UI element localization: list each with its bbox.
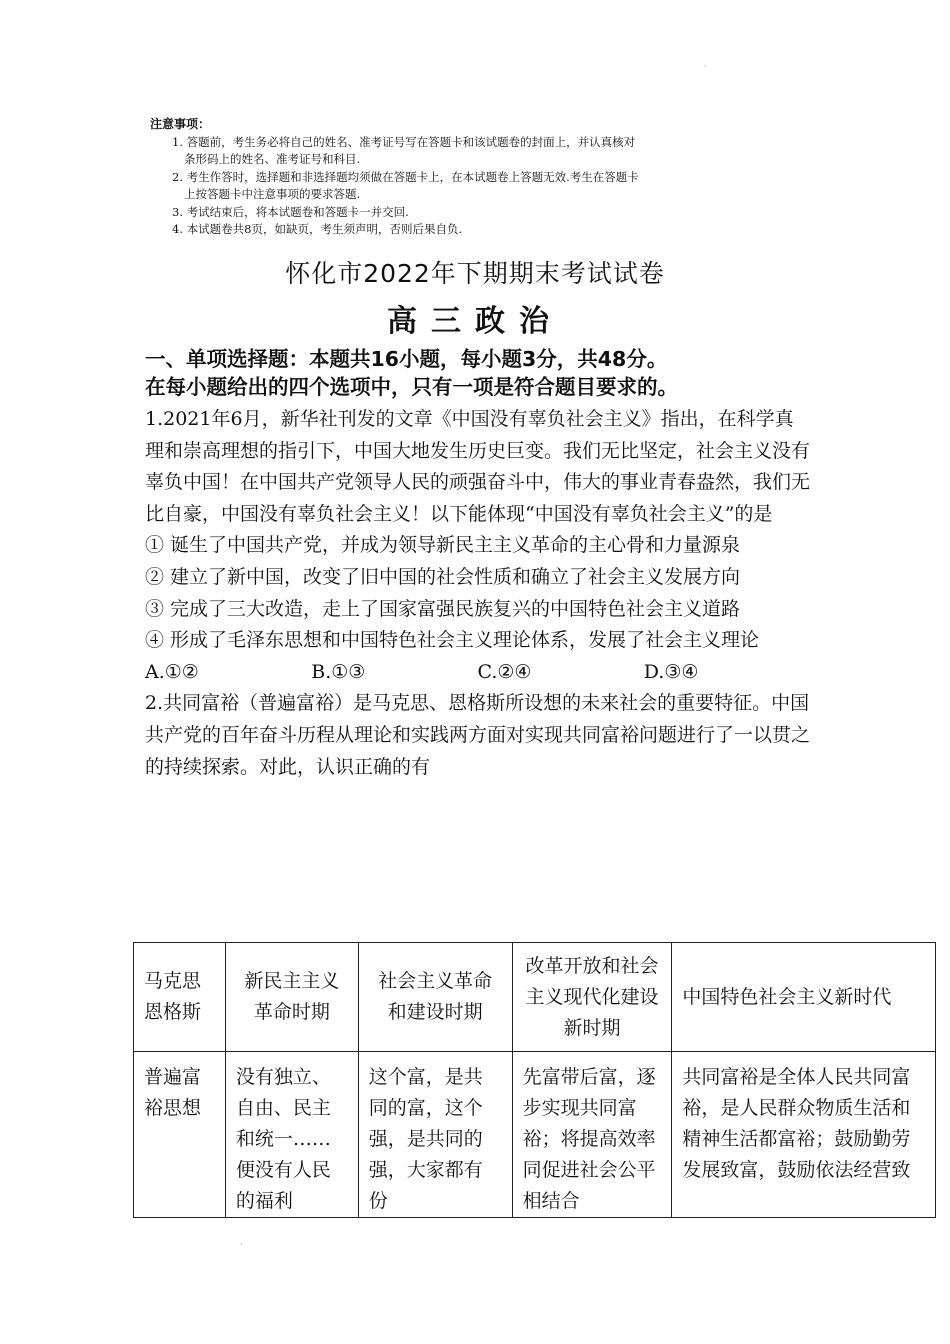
notice-item-2: 2. 考生作答时，选择题和非选择题均须做在答题卡上，在本试题卷上答题无效.考生在答题卡 上按答题卡中注意事项的要求答题. <box>172 169 639 201</box>
q1-option-a: A.①② <box>145 660 199 683</box>
q1-option-c: C.②④ <box>477 660 532 683</box>
exam-subject: 高三政治 <box>387 304 563 339</box>
q2-stem: 2.共同富裕（普遍富裕）是马克思、恩格斯所设想的未来社会的重要特征。中国共产党的百年奋斗历程从理论和实践两方面对实现共同富裕问题进行了一以贯之的持续探索。对此，认识正确的有 <box>145 692 811 778</box>
table-cell: 这个富，是共同的富，这个强，是共同的强，大家都有份 <box>358 1052 512 1218</box>
table-header-cell: 改革开放和社会主义现代化建设新时期 <box>512 943 672 1052</box>
exam-title: 怀化市2022年下期期末考试试卷 <box>285 259 665 288</box>
section-heading: 一、单项选择题：本题共16小题，每小题3分，共48分。 在每小题给出的四个选项中，只有一项是符合题目要求的。 <box>145 347 678 399</box>
notice-item-4: 4. 本试题卷共8页，如缺页，考生须声明，否则后果自负. <box>172 222 463 236</box>
q1-option-d: D.③④ <box>643 660 699 683</box>
table-cell: 先富带后富，逐步实现共同富裕；将提高效率同促进社会公平相结合 <box>512 1052 672 1218</box>
table-header-cell: 新民主主义革命时期 <box>225 943 358 1052</box>
notice-heading: 注意事项： <box>150 117 211 131</box>
table-cell: 没有独立、自由、民主和统一……便没有人民的福利 <box>225 1052 358 1218</box>
table-row <box>134 1052 936 1218</box>
common-prosperity-table <box>133 942 936 1218</box>
table-cell: 共同富裕是全体人民共同富裕，是人民群众物质生活和精神生活都富裕；鼓励勤劳发展致富，鼓励依法经营致 <box>672 1052 936 1218</box>
q1-options <box>145 657 810 689</box>
table-header-cell: 马克思恩格斯 <box>134 943 226 1052</box>
q1-statement-2: ② 建立了新中国，改变了旧中国的社会性质和确立了社会主义发展方向 <box>145 565 741 588</box>
table-header-cell: 社会主义革命和建设时期 <box>358 943 512 1052</box>
table-header-row <box>134 943 936 1052</box>
q1-stem: 1.2021年6月，新华社刊发的文章《中国没有辜负社会主义》指出，在科学真理和崇高理想的指引下，中国大地发生历史巨变。我们无比坚定，社会主义没有辜负中国！在中国共产党领导人民的顽强奋斗中，伟大的事业青春盎然，我们无比自豪，中国没有辜负社会主义！以下能体现“中国没有辜负社会主义”的是 <box>145 408 811 525</box>
q1-statement-4: ④ 形成了毛泽东思想和中国特色社会主义理论体系，发展了社会主义理论 <box>145 629 760 652</box>
question-body <box>145 404 810 783</box>
table-header-cell: 中国特色社会主义新时代 <box>672 943 936 1052</box>
q1-statement-3: ③ 完成了三大改造，走上了国家富强民族复兴的中国特色社会主义道路 <box>145 597 741 620</box>
q1-option-b: B.①③ <box>311 660 366 683</box>
notice-block <box>150 116 790 239</box>
notice-item-3: 3. 考试结束后，将本试题卷和答题卡一并交回. <box>172 204 409 219</box>
notice-item-1: 1. 答题前，考生务必将自己的姓名、准考证号写在答题卡和该试题卷的封面上，并认真核对 条形码上的姓名、准考证号和科目. <box>172 134 636 166</box>
q1-statement-1: ① 诞生了中国共产党，并成为领导新民主主义革命的主心骨和力量源泉 <box>145 534 741 557</box>
table-cell: 普遍富裕思想 <box>134 1052 226 1218</box>
